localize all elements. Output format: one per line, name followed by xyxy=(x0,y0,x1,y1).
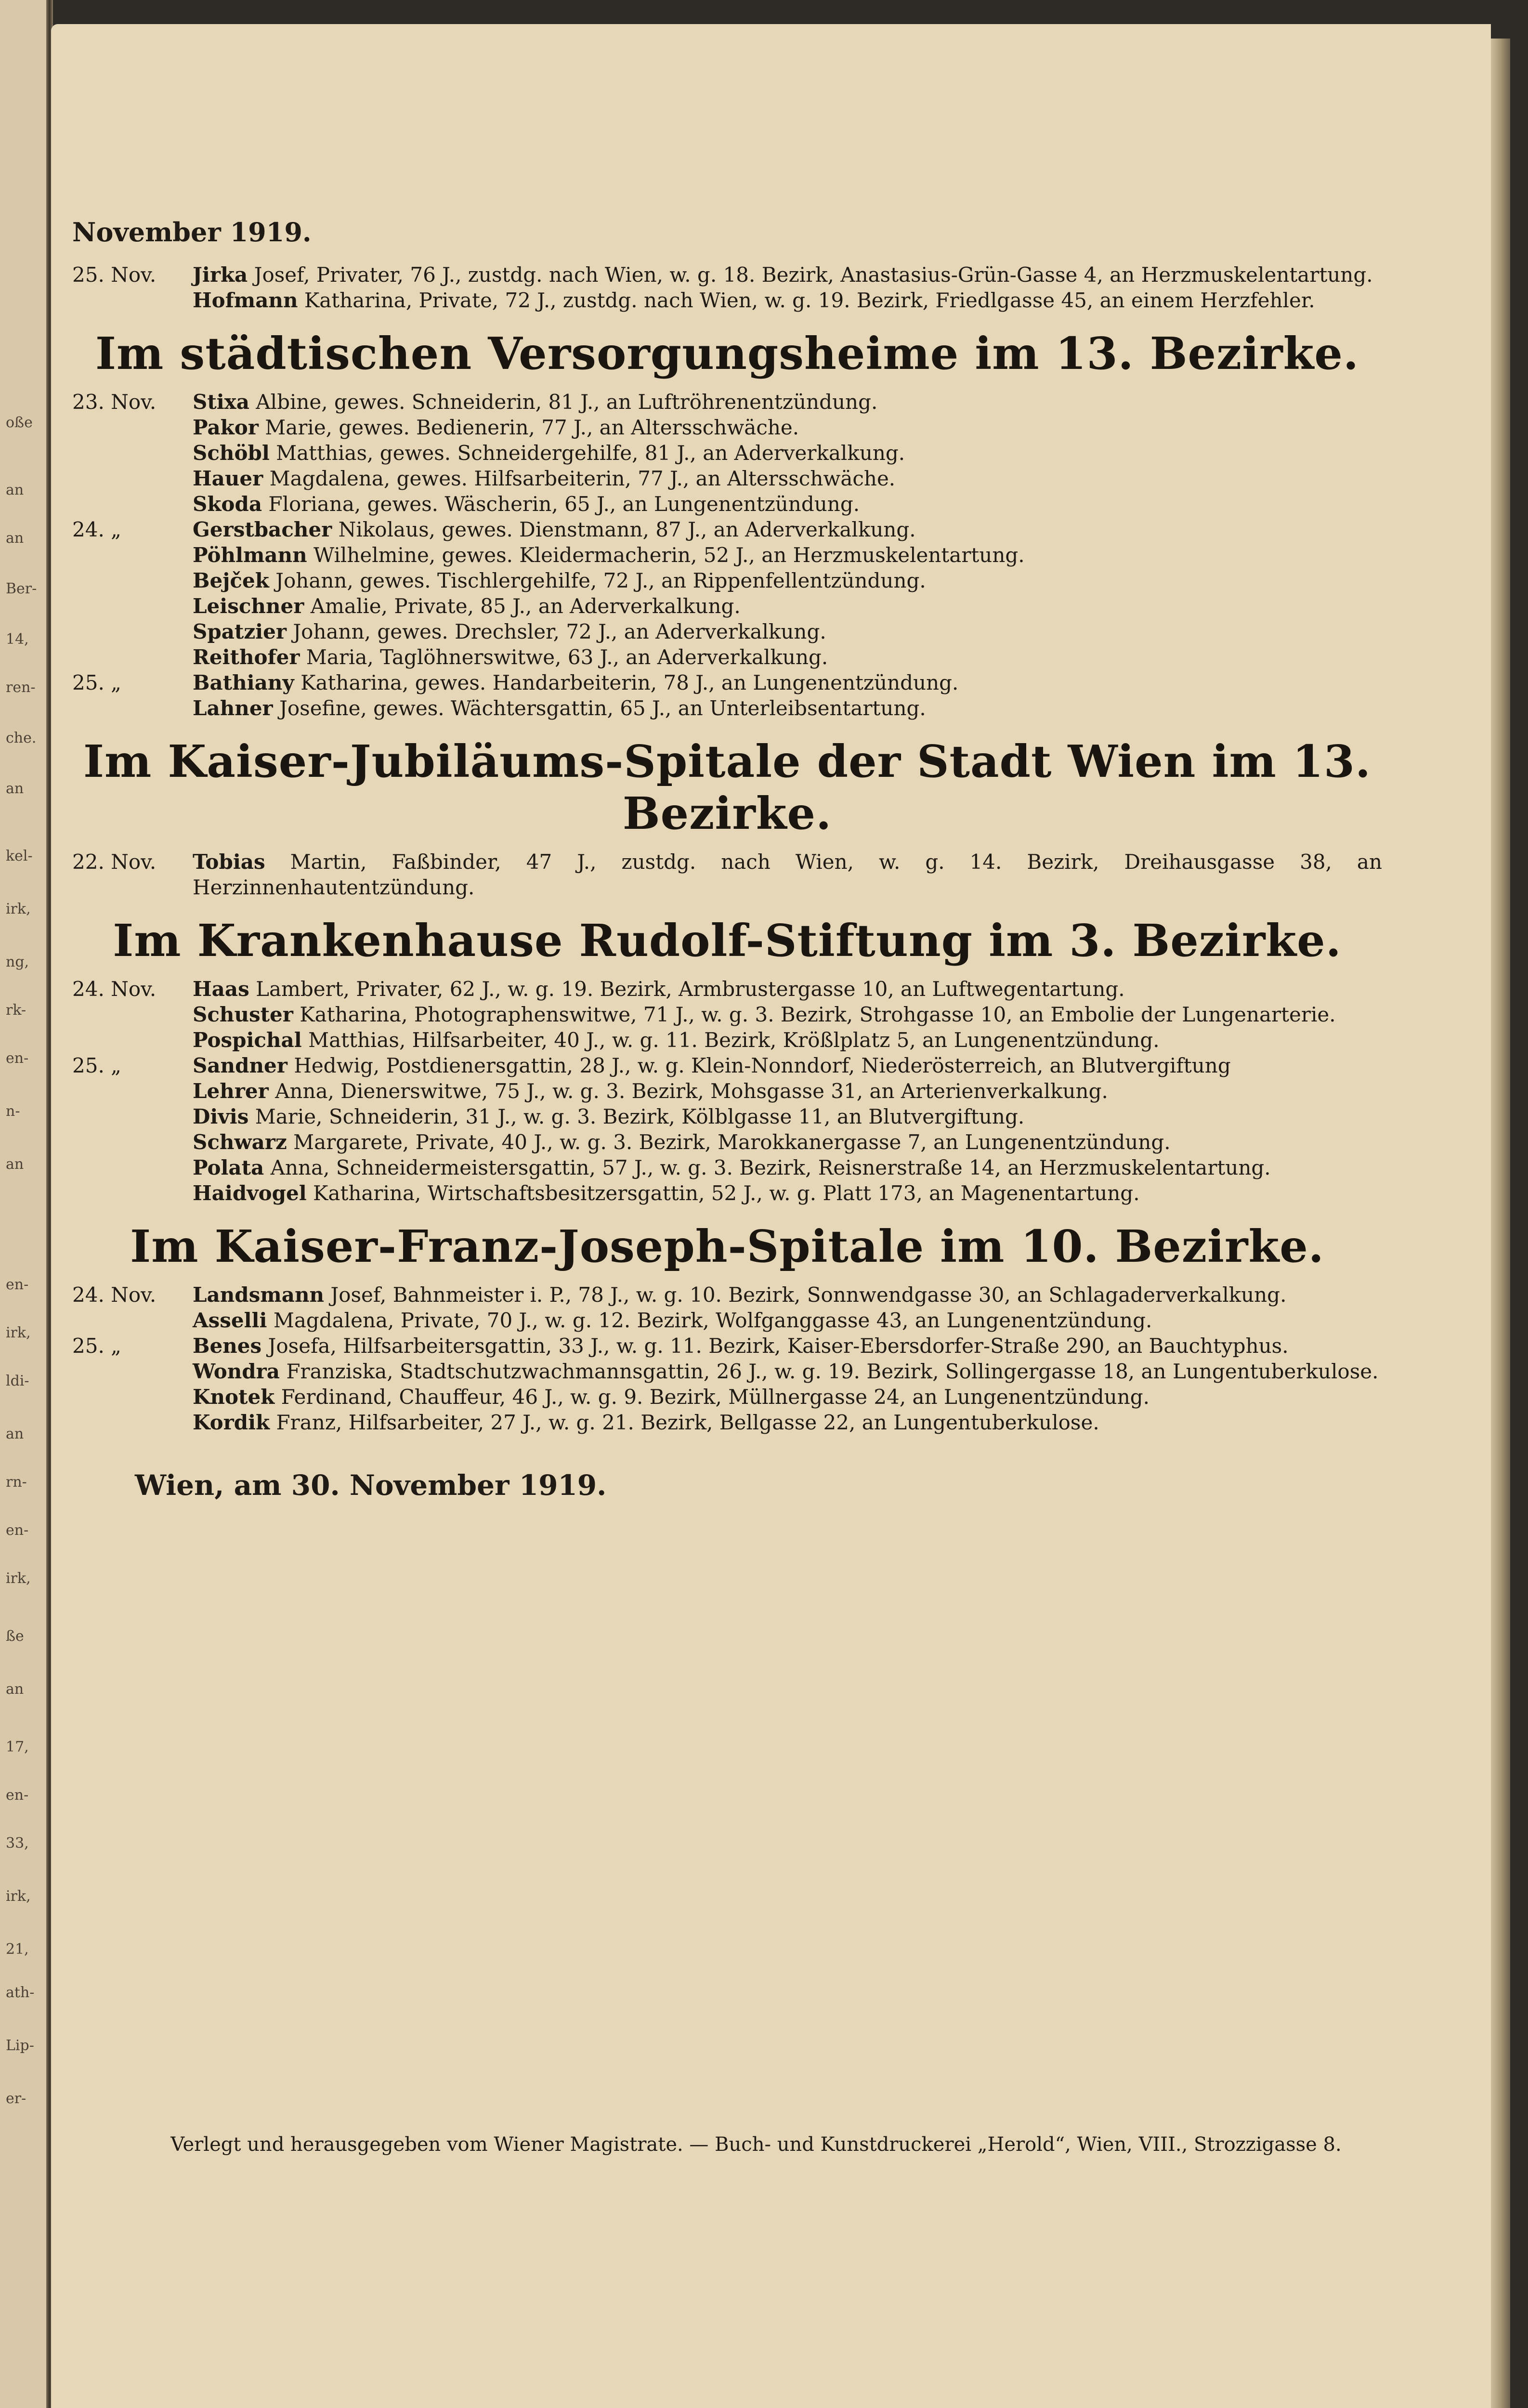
entry-date xyxy=(72,1308,193,1333)
entry-details: Katharina, Private, 72 J., zustdg. nach Wien, w. g. 19. Bezirk, Friedlgasse 45, an einem Herzfehler. xyxy=(298,288,1315,312)
prev-page-fragment: ße xyxy=(6,1628,24,1645)
record-entry xyxy=(72,1104,1382,1129)
prev-page-fragment: 21, xyxy=(6,1941,29,1958)
record-entry xyxy=(72,670,1382,695)
record-entry xyxy=(72,262,1382,288)
entry-details: Magdalena, Private, 70 J., w. g. 12. Bezirk, Wolfganggasse 43, an Lungenentzündung. xyxy=(267,1309,1152,1332)
entry-surname: Pöhlmann xyxy=(193,543,307,567)
record-entry xyxy=(72,1155,1382,1180)
entry-date: 24. Nov. xyxy=(72,977,157,1001)
entry-body xyxy=(193,491,1382,517)
entry-surname: Reithofer xyxy=(193,645,300,669)
sections xyxy=(72,327,1382,1435)
entry-details: Albine, gewes. Schneiderin, 81 J., an Luftröhrenentzündung. xyxy=(249,390,878,414)
entry-date xyxy=(72,644,193,670)
record-entry xyxy=(72,415,1382,440)
entry-surname: Skoda xyxy=(193,492,262,516)
entry-details: Josefine, gewes. Wächtersgattin, 65 J., an Unterleibsentartung. xyxy=(273,696,926,720)
prev-page-fragment: ath- xyxy=(6,1984,35,2001)
entry-surname: Lahner xyxy=(193,696,273,720)
entry-surname: Haidvogel xyxy=(193,1181,307,1205)
prev-page-fragment: irk, xyxy=(6,901,31,917)
entry-details: Franziska, Stadtschutzwachmannsgattin, 26 J., w. g. 19. Bezirk, Sollingergasse 18, an Lungentuberkulose. xyxy=(280,1360,1379,1383)
entry-surname: Leischner xyxy=(193,594,304,618)
entry-body xyxy=(193,1104,1382,1129)
entry-body xyxy=(193,1384,1382,1410)
record-entry xyxy=(72,1002,1382,1027)
prev-page-fragment: en- xyxy=(6,1787,29,1804)
entry-body xyxy=(193,1078,1382,1104)
entry-details: Marie, Schneiderin, 31 J., w. g. 3. Bezirk, Kölblgasse 11, an Blutvergiftung. xyxy=(248,1105,1025,1128)
entry-date xyxy=(72,1180,193,1206)
entry-details: Josef, Bahnmeister i. P., 78 J., w. g. 10. Bezirk, Sonnwendgasse 30, an Schlagaderverkalkung. xyxy=(324,1283,1287,1307)
entry-surname: Schöbl xyxy=(193,441,270,465)
entry-body xyxy=(193,1282,1382,1308)
entry-surname: Polata xyxy=(193,1156,264,1179)
entry-details: Matthias, Hilfsarbeiter, 40 J., w. g. 11. Bezirk, Krößlplatz 5, an Lungenentzündung. xyxy=(301,1028,1160,1052)
entry-date xyxy=(72,695,193,721)
month-heading: November 1919. xyxy=(72,217,312,248)
previous-page-margin xyxy=(0,0,48,2408)
record-entry xyxy=(72,1308,1382,1333)
entry-details: Matthias, gewes. Schneidergehilfe, 81 J., an Aderverkalkung. xyxy=(269,441,905,465)
entry-details: Wilhelmine, gewes. Kleidermacherin, 52 J., an Herzmuskelentartung. xyxy=(307,543,1025,567)
entry-body xyxy=(193,1053,1382,1078)
entry-body xyxy=(193,976,1382,1002)
entry-body xyxy=(193,440,1382,466)
record-entry xyxy=(72,542,1382,568)
section-heading: Im Kaiser-Jubiläums-Spitale der Stadt Wien im 13. Bezirke. xyxy=(83,735,1371,839)
record-entry xyxy=(72,849,1382,900)
entry-surname: Knotek xyxy=(193,1385,275,1409)
entry-surname: Hauer xyxy=(193,467,263,490)
prev-page-fragment: kel- xyxy=(6,848,33,864)
record-entry xyxy=(72,1359,1382,1384)
prev-page-fragment: ldi- xyxy=(6,1373,29,1389)
prev-page-fragment: che. xyxy=(6,730,37,746)
page-edge xyxy=(1491,39,1510,2408)
entry-details: Anna, Dienerswitwe, 75 J., w. g. 3. Bezirk, Mohsgasse 31, an Arterienverkalkung. xyxy=(268,1079,1108,1103)
entry-details: Hedwig, Postdienersgattin, 28 J., w. g. Klein-Nonndorf, Niederösterreich, an Blutvergiftung xyxy=(287,1054,1231,1077)
entry-details: Katharina, Photographenswitwe, 71 J., w. g. 3. Bezirk, Strohgasse 10, an Embolie der Lungenarterie. xyxy=(293,1003,1336,1026)
entry-surname: Bejček xyxy=(193,569,269,592)
record-entry xyxy=(72,1027,1382,1053)
entry-body xyxy=(193,593,1382,619)
entry-date xyxy=(72,593,193,619)
entry-surname: Pakor xyxy=(193,416,259,439)
entry-body xyxy=(193,1333,1382,1359)
record-entry xyxy=(72,1078,1382,1104)
section-heading: Im Kaiser-Franz-Joseph-Spitale im 10. Bezirke. xyxy=(130,1220,1324,1272)
entry-date xyxy=(72,415,193,440)
entry-surname: Kordik xyxy=(193,1411,270,1434)
entry-date xyxy=(72,1002,193,1027)
entry-surname: Bathiany xyxy=(193,671,294,694)
entry-body xyxy=(193,670,1382,695)
prev-page-fragment: rn- xyxy=(6,1474,27,1491)
prev-page-fragment: en- xyxy=(6,1050,29,1067)
entry-surname: Wondra xyxy=(193,1360,280,1383)
entry-date xyxy=(72,619,193,644)
entry-details: Katharina, Wirtschaftsbesitzersgattin, 52 J., w. g. Platt 173, an Magenentartung. xyxy=(306,1181,1140,1205)
prev-page-fragment: 14, xyxy=(6,631,29,648)
entry-body xyxy=(193,1308,1382,1333)
entry-body xyxy=(193,1027,1382,1053)
prev-page-fragment: oße xyxy=(6,414,33,431)
entry-surname: Benes xyxy=(193,1334,262,1358)
record-entry xyxy=(72,695,1382,721)
prev-page-fragment: irk, xyxy=(6,1888,31,1905)
prev-page-fragment: en- xyxy=(6,1522,29,1539)
prev-page-fragment: an xyxy=(6,780,24,797)
entry-details: Katharina, gewes. Handarbeiterin, 78 J., an Lungenentzündung. xyxy=(294,671,959,694)
entry-details: Amalie, Private, 85 J., an Aderverkalkung. xyxy=(304,594,741,618)
record-entry xyxy=(72,517,1382,542)
prev-page-fragment: 33, xyxy=(6,1835,29,1852)
record-entry xyxy=(72,976,1382,1002)
prev-page-fragment: an xyxy=(6,1156,24,1173)
record-entry xyxy=(72,568,1382,593)
entry-date: 25. „ xyxy=(72,1334,121,1358)
imprint-footer: Verlegt und herausgegeben vom Wiener Magistrate. — Buch- und Kunstdruckerei „Herold“, Wien, VIII., Strozzigasse 8. xyxy=(170,2133,1342,2156)
entry-date xyxy=(72,288,193,313)
entry-date xyxy=(72,466,193,491)
entry-surname: Tobias xyxy=(193,850,265,874)
entry-details: Magdalena, gewes. Hilfsarbeiterin, 77 J., an Altersschwäche. xyxy=(263,467,896,490)
entry-date: 22. Nov. xyxy=(72,850,157,874)
entry-body xyxy=(193,568,1382,593)
entry-date xyxy=(72,1129,193,1155)
record-entry xyxy=(72,389,1382,415)
entry-body xyxy=(193,695,1382,721)
record-entry xyxy=(72,1282,1382,1308)
entry-surname: Gerstbacher xyxy=(193,518,332,541)
prev-page-fragment: an xyxy=(6,1681,24,1698)
entry-body xyxy=(193,1180,1382,1206)
entry-date xyxy=(72,1027,193,1053)
prev-page-fragment: 17, xyxy=(6,1739,29,1755)
entry-surname: Jirka xyxy=(193,263,248,287)
entry-details: Josefa, Hilfsarbeitersgattin, 33 J., w. g. 11. Bezirk, Kaiser-Ebersdorfer-Straße 290, an Bauchtyphus. xyxy=(261,1334,1289,1358)
entry-body xyxy=(193,389,1382,415)
prev-page-fragment: irk, xyxy=(6,1324,31,1341)
entry-date xyxy=(72,1104,193,1129)
entry-surname: Schwarz xyxy=(193,1130,287,1154)
record-entry xyxy=(72,619,1382,644)
entry-date: 23. Nov. xyxy=(72,390,157,414)
entry-details: Johann, gewes. Drechsler, 72 J., an Aderverkalkung. xyxy=(286,620,826,643)
entry-surname: Pospichal xyxy=(193,1028,302,1052)
entry-date xyxy=(72,1384,193,1410)
entry-date xyxy=(72,1359,193,1384)
entry-date: 24. „ xyxy=(72,518,121,541)
prev-page-fragment: an xyxy=(6,482,24,498)
entry-details: Anna, Schneidermeistersgattin, 57 J., w. g. 3. Bezirk, Reisnerstraße 14, an Herzmuskelentartung. xyxy=(264,1156,1271,1179)
entry-surname: Divis xyxy=(193,1105,249,1128)
entry-body xyxy=(193,1155,1382,1180)
entry-date xyxy=(72,1155,193,1180)
prev-page-fragment: an xyxy=(6,1426,24,1442)
prev-page-fragment: ren- xyxy=(6,679,36,696)
entry-details: Nikolaus, gewes. Dienstmann, 87 J., an Aderverkalkung. xyxy=(332,518,916,541)
entry-body xyxy=(193,288,1382,313)
entry-details: Maria, Taglöhnerswitwe, 63 J., an Aderverkalkung. xyxy=(300,645,828,669)
closing-line: Wien, am 30. November 1919. xyxy=(135,1469,607,1502)
entry-body xyxy=(193,542,1382,568)
entry-details: Josef, Privater, 76 J., zustdg. nach Wien, w. g. 18. Bezirk, Anastasius-Grün-Gasse 4, an Herzmuskelentartung. xyxy=(248,263,1373,287)
entry-surname: Asselli xyxy=(193,1309,267,1332)
entry-surname: Sandner xyxy=(193,1054,287,1077)
entry-body xyxy=(193,1129,1382,1155)
prev-page-fragment: en- xyxy=(6,1276,29,1293)
entry-date xyxy=(72,440,193,466)
entry-body xyxy=(193,1410,1382,1435)
entry-body xyxy=(193,644,1382,670)
entry-body xyxy=(193,466,1382,491)
entry-details: Margarete, Private, 40 J., w. g. 3. Bezirk, Marokkanergasse 7, an Lungenentzündung. xyxy=(287,1130,1171,1154)
entry-surname: Spatzier xyxy=(193,620,287,643)
entry-surname: Landsmann xyxy=(193,1283,325,1307)
record-entry xyxy=(72,1410,1382,1435)
entry-body xyxy=(193,1359,1382,1384)
record-entry xyxy=(72,1333,1382,1359)
record-entry xyxy=(72,466,1382,491)
record-entry xyxy=(72,288,1382,313)
entry-body xyxy=(193,849,1382,900)
record-entry xyxy=(72,1053,1382,1078)
record-entry xyxy=(72,1129,1382,1155)
entry-date xyxy=(72,568,193,593)
entry-date: 25. „ xyxy=(72,1054,121,1077)
entry-date: 24. Nov. xyxy=(72,1283,157,1307)
record-entry xyxy=(72,1384,1382,1410)
entry-details: Franz, Hilfsarbeiter, 27 J., w. g. 21. Bezirk, Bellgasse 22, an Lungentuberkulose. xyxy=(270,1411,1099,1434)
record-entry xyxy=(72,644,1382,670)
entry-body xyxy=(193,1002,1382,1027)
entry-details: Marie, gewes. Bedienerin, 77 J., an Altersschwäche. xyxy=(258,416,799,439)
prev-page-fragment: er- xyxy=(6,2090,26,2107)
entry-details: Lambert, Privater, 62 J., w. g. 19. Bezirk, Armbrustergasse 10, an Luftwegentartung. xyxy=(249,977,1125,1001)
entry-surname: Haas xyxy=(193,977,249,1001)
entry-body xyxy=(193,262,1382,288)
entry-details: Martin, Faßbinder, 47 J., zustdg. nach Wien, w. g. 14. Bezirk, Dreihausgasse 38, an Herzinnenhautentzündung. xyxy=(193,850,1382,899)
prev-page-fragment: n- xyxy=(6,1103,20,1120)
prev-page-fragment: an xyxy=(6,530,24,547)
entry-date: 25. Nov. xyxy=(72,263,157,287)
record-entry xyxy=(72,1180,1382,1206)
entry-surname: Schuster xyxy=(193,1003,293,1026)
entry-details: Ferdinand, Chauffeur, 46 J., w. g. 9. Bezirk, Müllnergasse 24, an Lungenentzündung. xyxy=(274,1385,1149,1409)
entry-details: Floriana, gewes. Wäscherin, 65 J., an Lungenentzündung. xyxy=(262,492,860,516)
section-heading: Im städtischen Versorgungsheime im 13. Bezirke. xyxy=(95,327,1359,380)
entry-details: Johann, gewes. Tischlergehilfe, 72 J., an Rippenfellentzündung. xyxy=(269,569,926,592)
intro-entries xyxy=(72,262,1382,313)
record-entry xyxy=(72,593,1382,619)
record-entry xyxy=(72,491,1382,517)
prev-page-fragment: Ber- xyxy=(6,580,37,597)
entry-surname: Hofmann xyxy=(193,288,298,312)
entry-date xyxy=(72,1410,193,1435)
record-entry xyxy=(72,440,1382,466)
section-heading: Im Krankenhause Rudolf-Stiftung im 3. Bezirke. xyxy=(113,915,1342,967)
prev-page-fragment: ng, xyxy=(6,954,29,970)
page-content xyxy=(72,217,1382,1502)
entry-date: 25. „ xyxy=(72,671,121,694)
entry-body xyxy=(193,619,1382,644)
entry-surname: Lehrer xyxy=(193,1079,269,1103)
entry-body xyxy=(193,415,1382,440)
entry-date xyxy=(72,1078,193,1104)
entry-surname: Stixa xyxy=(193,390,249,414)
prev-page-fragment: irk, xyxy=(6,1570,31,1587)
entry-date xyxy=(72,542,193,568)
prev-page-fragment: rk- xyxy=(6,1002,26,1019)
entry-body xyxy=(193,517,1382,542)
entry-date xyxy=(72,491,193,517)
prev-page-fragment: Lip- xyxy=(6,2037,34,2054)
